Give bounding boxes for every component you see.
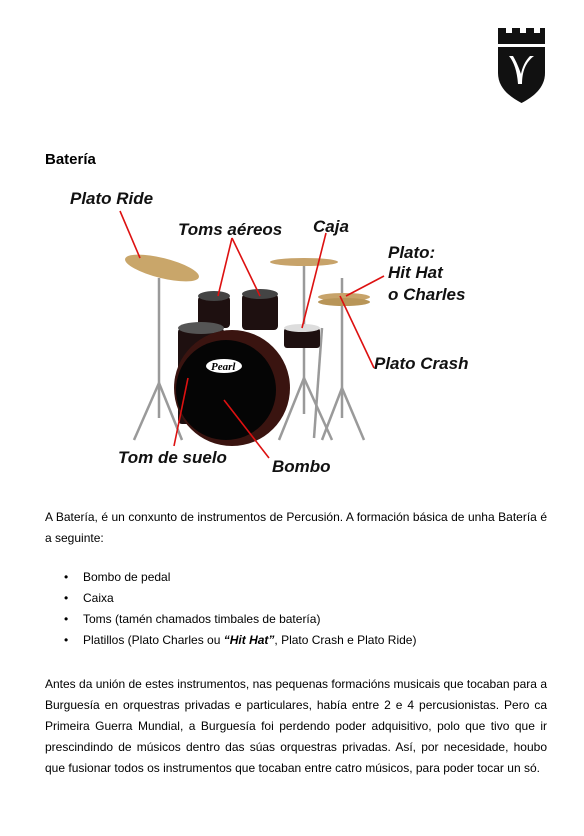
drum-kit-diagram	[64, 178, 516, 486]
label-tom-de-suelo: Tom de suelo	[118, 448, 227, 467]
page-title: Batería	[45, 151, 96, 168]
bullet-icon: •	[64, 591, 69, 605]
hit-hat-emphasis: “Hit Hat”	[223, 633, 275, 647]
intro-paragraph: A Batería, é un conxunto de instrumentos de Percusión. A formación básica de unha Batería é a seguinte:	[45, 510, 547, 545]
ride-cymbal	[123, 249, 202, 287]
label-plato-crash: Plato Crash	[374, 354, 469, 373]
label-bombo: Bombo	[272, 457, 331, 476]
label-toms-aereos: Toms aéreos	[178, 220, 283, 239]
component-list	[45, 567, 547, 651]
bullet-icon: •	[64, 612, 69, 626]
label-caja: Caja	[313, 217, 349, 236]
list-item: • Bombo de pedal	[45, 567, 547, 588]
label-plato-hh-2: Hit Hat	[388, 263, 443, 282]
history-paragraph: Antes da unión de estes instrumentos, nas pequenas formacións musicais que tocaban para a Burguesía en orquestras privadas e particulares, había entre 2 e 4 percusionistas. Pero ca Primeira Guerra Mundial, a Burguesía foi perdendo poder adquisitivo, polo que tivo que ir prescindindo de músicos dentro das súas orquestras privadas. Así, por necesidade, houbo que fusionar todos os instrumentos que tocaban entre catro músicos, para poder tocar un só.	[45, 677, 547, 775]
label-plato-hh-3: o Charles	[388, 285, 466, 304]
list-item: • Platillos (Plato Charles ou “Hit Hat”, Plato Crash e Plato Ride)	[45, 630, 547, 651]
list-item: • Toms (tamén chamados timbales de batería)	[45, 609, 547, 630]
bullet-icon: •	[64, 633, 69, 647]
bullet-icon: •	[64, 570, 69, 584]
list-item: • Caixa	[45, 588, 547, 609]
crest-logo-icon	[495, 26, 547, 104]
label-plato-hh-1: Plato:	[388, 243, 436, 262]
crash-cymbal	[270, 258, 338, 266]
label-plato-ride: Plato Ride	[70, 189, 154, 208]
brand-logo: Pearl	[211, 361, 236, 373]
